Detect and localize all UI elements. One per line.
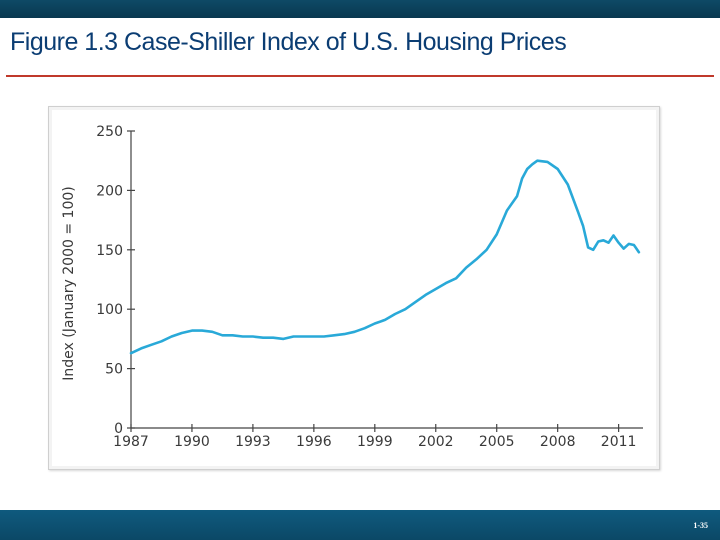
x-ticks <box>113 424 636 450</box>
slide-title: Figure 1.3 Case-Shiller Index of U.S. Housing Prices <box>10 28 567 56</box>
x-tick-label-2011: 2011 <box>600 434 637 450</box>
x-tick-label-1996: 1996 <box>296 434 332 450</box>
x-tick-label-1987: 1987 <box>113 434 149 450</box>
y-ticks <box>96 124 135 437</box>
x-tick-label-2008: 2008 <box>539 434 576 450</box>
y-tick-label-150: 150 <box>96 242 123 259</box>
axes <box>131 131 643 428</box>
series-layer <box>131 161 639 354</box>
footer-bar <box>0 510 720 540</box>
y-tick-label-100: 100 <box>96 302 123 319</box>
y-tick-label-200: 200 <box>96 183 123 200</box>
x-tick-label-2005: 2005 <box>478 434 515 450</box>
x-tick-label-1999: 1999 <box>356 434 393 450</box>
x-tick-label-1993: 1993 <box>235 434 271 450</box>
x-tick-label-1990: 1990 <box>174 434 210 450</box>
x-tick-label-2002: 2002 <box>417 434 454 450</box>
chart-frame <box>48 106 660 470</box>
series-line-0 <box>131 161 639 354</box>
top-banner <box>0 0 720 18</box>
y-tick-label-250: 250 <box>96 124 123 140</box>
y-tick-label-50: 50 <box>105 361 123 378</box>
line-chart <box>49 107 659 469</box>
y-tick-label-0: 0 <box>114 421 123 437</box>
title-divider <box>6 75 714 77</box>
y-axis-label: Index (January 2000 = 100) <box>61 186 77 381</box>
page-number: 1-35 <box>693 521 708 530</box>
